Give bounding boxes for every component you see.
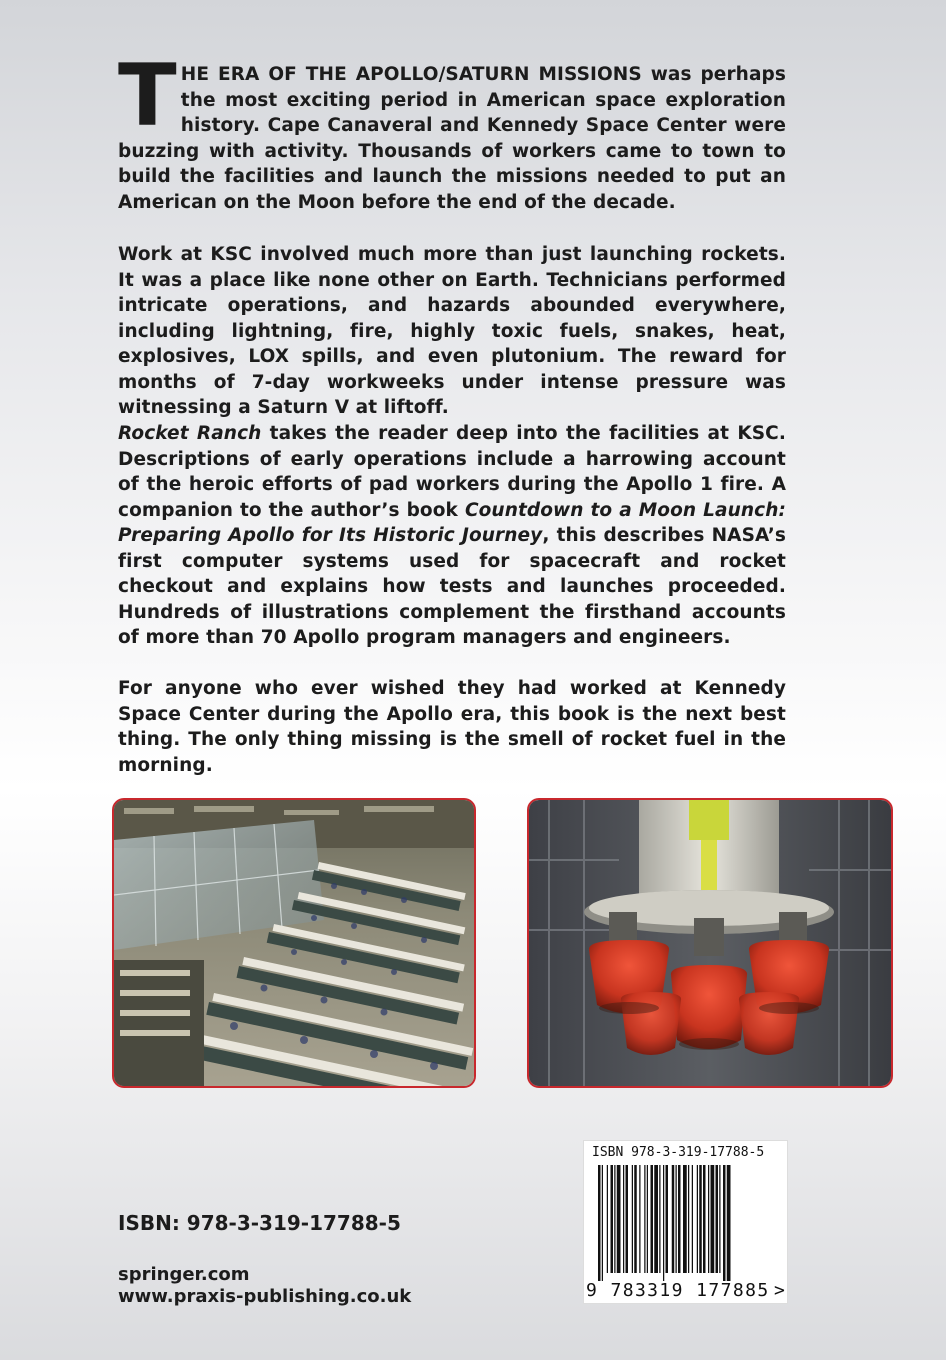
book-title: Rocket Ranch xyxy=(118,423,262,444)
intro-lead-caps: HE ERA OF THE APOLLO/SATURN MISSIONS xyxy=(180,64,642,85)
paragraph-3 xyxy=(118,421,786,651)
barcode-bars xyxy=(598,1165,776,1281)
barcode-bar xyxy=(617,1165,621,1273)
barcode-bar xyxy=(697,1165,698,1273)
drop-cap: T xyxy=(118,46,177,146)
saturn-engines-illustration xyxy=(529,800,891,1086)
barcode-bar xyxy=(623,1165,624,1273)
barcode-bar xyxy=(607,1165,608,1273)
paragraph-3-text-a: takes the reader deep into the facilities at KSC. Descriptions of early operations include a harrowing account of the heroic efforts of pad workers during the Apollo 1 fire. A companion to the author’s book xyxy=(118,423,786,521)
barcode-bar xyxy=(676,1165,677,1273)
barcode-bar xyxy=(614,1165,615,1273)
barcode-bar xyxy=(672,1165,675,1273)
barcode-bar xyxy=(723,1165,726,1281)
barcode-bar xyxy=(626,1165,629,1273)
intro-paragraph xyxy=(118,46,786,215)
barcode-bar xyxy=(727,1165,731,1281)
paragraph-2: Work at KSC involved much more than just launching rockets. It was a place like none other on Earth. Technicians performed intricate operations, and hazards abounded everywhere, including lightning, fire, highly toxic fuels, snakes, heat, explosives, LOX spills, and even plutonium. The reward for months of 7-day workweeks under intense pressure was witnessing a Saturn V at liftoff. xyxy=(118,244,786,418)
barcode-bar xyxy=(678,1165,681,1273)
barcode-bar xyxy=(663,1165,664,1281)
barcode-bar xyxy=(719,1165,720,1273)
barcode-bar xyxy=(683,1165,687,1273)
intro-rest: was perhaps the most exciting period in American space exploration history. Cape Canaveral and Kennedy Space Center were buzzing with activity. Thousands of workers came to town to build the facilities and launch the missions needed to put an American on the Moon before the end of the decade. xyxy=(118,64,786,213)
barcode-bar xyxy=(634,1165,637,1273)
barcode-bar xyxy=(699,1165,702,1273)
barcode-bar xyxy=(659,1165,660,1273)
barcode-bar xyxy=(598,1165,601,1281)
isbn-label: ISBN: 978-3-319-17788-5 xyxy=(118,1211,401,1235)
barcode-end-mark: > xyxy=(774,1280,785,1301)
barcode-bar xyxy=(602,1165,603,1281)
barcode-isbn-text: ISBN 978-3-319-17788-5 xyxy=(592,1145,765,1160)
firing-room-illustration xyxy=(114,800,474,1086)
paragraph-4: For anyone who ever wished they had worked at Kennedy Space Center during the Apollo era, this book is the next best thing. The only thing missing is the smell of rocket fuel in the morning. xyxy=(118,678,786,776)
barcode xyxy=(583,1140,788,1304)
firing-room-photo xyxy=(112,798,476,1088)
barcode-bar xyxy=(692,1165,693,1273)
barcode-bar xyxy=(703,1165,706,1273)
barcode-bar xyxy=(611,1165,614,1273)
saturn-engines-photo xyxy=(527,798,893,1088)
praxis-url[interactable]: www.praxis-publishing.co.uk xyxy=(118,1286,412,1307)
barcode-digits: 9 783319 177885 xyxy=(586,1280,770,1301)
barcode-bar xyxy=(688,1165,689,1273)
barcode-bar xyxy=(708,1165,709,1273)
springer-url[interactable]: springer.com xyxy=(118,1264,250,1285)
barcode-bar xyxy=(639,1165,640,1273)
barcode-bar xyxy=(651,1165,654,1273)
barcode-bar xyxy=(666,1165,669,1273)
barcode-bar xyxy=(632,1165,633,1273)
companion-book-title: Countdown to a Moon Launch: Preparing Apollo for Its Historic Journey xyxy=(118,499,786,546)
paragraph-3-text-b: , this describes NASA’s first computer systems used for spacecraft and rocket checkout and explains how tests and launches proceeded. Hundreds of illustrations complement the firsthand accounts of more than 70 Apollo program managers and engineers. xyxy=(118,525,786,648)
barcode-bar xyxy=(644,1165,645,1273)
barcode-bar xyxy=(716,1165,719,1273)
barcode-bar xyxy=(647,1165,648,1273)
barcode-bar xyxy=(654,1165,658,1273)
barcode-bar xyxy=(711,1165,715,1273)
